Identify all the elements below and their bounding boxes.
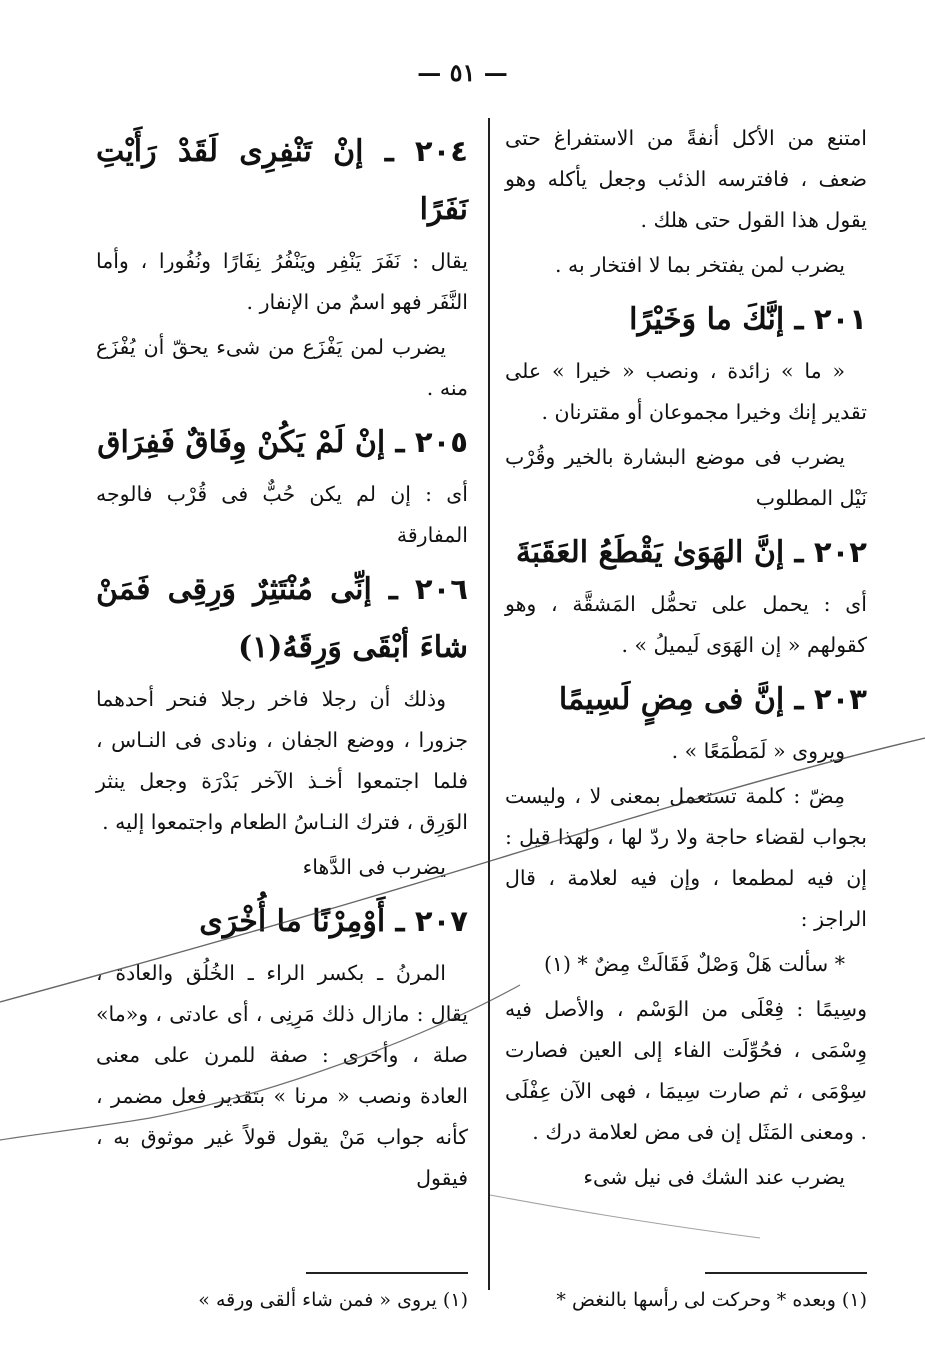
entry-heading: ٢٠٤ ـ إنْ تَنْفِرِى لَقَدْ رَأَيْتِ نَفَرًا	[96, 134, 469, 227]
entry-heading: ٢٠٥ ـ إنْ لَمْ يَكُنْ وِفَاقٌ فَفِرَاق	[97, 425, 468, 460]
entry-heading: ٢٠٢ ـ إنَّ الهَوَىٰ يَقْطَعُ العَقَبَةَ	[515, 535, 867, 570]
page-number: — ٥١ —	[417, 58, 508, 87]
entry-paragraph: أى : يحمل على تحمُّل المَشقَّة ، وهو كقولهم « إن الهَوَى لَيميلُ » .	[505, 592, 867, 657]
footnote-left: (١) يروى « فمن شاء ألقى ورقه »	[198, 1289, 468, 1311]
left-column	[96, 118, 468, 1203]
entry-heading: ٢٠٣ ـ إنَّ فى مِضٍ لَسِيمًا	[558, 682, 867, 717]
proverb-text: إنَّ الهَوَىٰ يَقْطَعُ العَقَبَةَ	[515, 535, 785, 570]
entry-paragraph: يضرب فى موضع البشارة بالخير وقُرْب نَيْل المطلوب	[505, 445, 867, 510]
entry-number: ٢٠٤	[414, 134, 469, 168]
intro-text: امتنع من الأكل أنفةً من الاستفراغ حتى ضعف ، فافترسه الذئب وجعل يأكله وهو يقول هذا القول حتى هلك .	[505, 126, 867, 232]
entry-number: ٢٠٧	[414, 904, 468, 938]
entry-heading: ٢٠٦ ـ إنِّى مُنْتَثِرٌ وَرِقِى فَمَنْ شاءَ أبْقَى وَرِقَهُ(١)	[96, 572, 468, 665]
verse-line: * سألت هَلْ وَصْلٌ فَقَالَتْ مِضٌ * (١)	[544, 952, 845, 976]
footnote-rule-right	[705, 1272, 867, 1274]
proverb-text: إنَّ فى مِضٍ لَسِيمًا	[558, 682, 785, 717]
entry-paragraph: يضرب لمن يَفْزَع من شىء يحقّ أن يُفْزَع منه .	[96, 335, 468, 400]
entry-paragraph: يضرب فى الدَّهاء	[302, 855, 446, 879]
entry-201	[505, 290, 867, 519]
entry-number: ٢٠٦	[414, 572, 468, 606]
entry-paragraph: مِضّ : كلمة تستعمل بمعنى لا ، وليست بجواب لقضاء حاجة ولا ردّ لها ، ولهذا قيل : إن فيه لمطمعا ، وإن فيه لعلامة ، قال الراجز :	[505, 784, 867, 931]
footnote-right: (١) وبعده * وحركت لى رأسها بالنغض *	[556, 1289, 867, 1311]
proverb-text: أَوْمِرْنًا ما أُخْرَى	[199, 904, 386, 939]
entry-paragraph: المرنُ ـ بكسر الراء ـ الخُلُق والعادة ، يقال : مازال ذلك مَرِنِى ، أى عادتى ، و«ما» صلة ، وأخرى : صفة للمرن على معنى العادة ونصب « مرنا » بتقدير فعل مضمر ، كأنه جواب مَنْ يقول قولاً غير موثوق به ، فيقول	[96, 961, 468, 1190]
entry-202	[505, 523, 867, 666]
entry-203	[505, 670, 867, 1198]
entry-paragraph: وسِيمًا : فِعْلَى من الوَسْم ، والأصل فيه وِسْمَى ، فحُوِّلَت الفاء إلى العين فصارت سِوْمَى ، ثم صارت سِيمَا ، فهى الآن عِفْلَى . ومعنى المَثَل إن فى مض لعلامة درك .	[505, 997, 867, 1144]
entry-number: ٢٠٢	[813, 535, 867, 569]
entry-206	[96, 560, 468, 888]
entry-paragraph: ويروى « لَمَطْمَعًا » .	[671, 739, 845, 763]
entry-number: ٢٠٣	[813, 682, 867, 716]
entry-number: ٢٠١	[813, 302, 867, 336]
entry-paragraph: وذلك أن رجلا فاخر رجلا فنحر أحدهما جزورا ، ووضع الجفان ، ونادى فى النـاس ، فلما اجتمعوا أخـذ الآخر بَدْرَة وجعل ينثر الوَرِق ، فترك النـاسُ الطعام واجتمعوا إليه .	[96, 687, 468, 834]
right-column	[505, 118, 867, 1202]
proverb-text: إنَّكَ ما وَخَيْرًا	[629, 302, 785, 337]
entry-204	[96, 122, 468, 409]
entry-paragraph: أى : إن لم يكن حُبٌّ فى قُرْب فالوجه المفارقة	[96, 482, 468, 547]
footnote-rule-left	[306, 1272, 468, 1274]
column-divider	[488, 118, 490, 1290]
entry-heading: ٢٠١ ـ إنَّكَ ما وَخَيْرًا	[629, 302, 867, 337]
intro-usage: يضرب لمن يفتخر بما لا افتخار به .	[555, 253, 845, 277]
entry-paragraph: « ما » زائدة ، ونصب « خيرا » على تقدير إنك وخيرا مجموعان أو مقترنان .	[505, 359, 867, 424]
entry-heading: ٢٠٧ ـ أَوْمِرْنًا ما أُخْرَى	[199, 904, 468, 939]
proverb-text: إنْ تَنْفِرِى لَقَدْ رَأَيْتِ نَفَرًا	[96, 134, 468, 227]
entry-number: ٢٠٥	[414, 425, 468, 459]
entry-207	[96, 892, 468, 1199]
proverb-text: إنِّى مُنْتَثِرٌ وَرِقِى فَمَنْ شاءَ أبْقَى وَرِقَهُ(١)	[96, 572, 468, 665]
entry-205	[96, 413, 468, 556]
entry-paragraph: يقال : نَفَرَ يَنْفِر ويَنْفُرُ نِفَارًا ونُفُورا ، وأما النَّفَر فهو اسمٌ من الإنفار .	[96, 249, 468, 314]
entry-paragraph: يضرب عند الشك فى نيل شىء	[583, 1165, 845, 1189]
proverb-text: إنْ لَمْ يَكُنْ وِفَاقٌ فَفِرَاق	[97, 425, 386, 460]
